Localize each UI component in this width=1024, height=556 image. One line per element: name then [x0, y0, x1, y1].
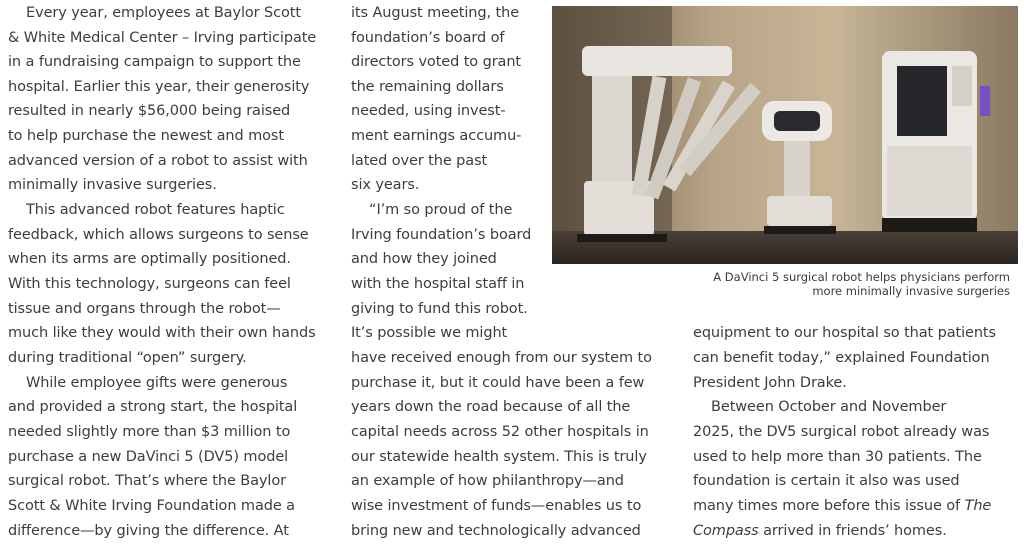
- paragraph-line: an example of how philanthropy—and: [351, 473, 624, 489]
- paragraph-text: arrived in friends’ homes.: [758, 523, 947, 539]
- paragraph-line: While employee gifts were generous: [8, 375, 288, 391]
- paragraph-line: and provided a strong start, the hospital: [8, 399, 298, 415]
- paragraph-line: purchase it, but it could have been a few: [351, 375, 645, 391]
- paragraph-line: its August meeting, the: [351, 5, 520, 21]
- paragraph-line: giving to fund this robot.: [351, 301, 528, 317]
- paragraph-line: six years.: [351, 177, 420, 193]
- photo-caption: [713, 270, 1010, 298]
- paragraph-line: President John Drake.: [693, 375, 847, 391]
- paragraph-line: minimally invasive surgeries.: [8, 177, 217, 193]
- paragraph-line: capital needs across 52 other hospitals in: [351, 424, 649, 440]
- paragraph-line: and how they joined: [351, 251, 497, 267]
- paragraph-line: have received enough from our system to: [351, 350, 652, 366]
- paragraph-line: directors voted to grant: [351, 54, 522, 70]
- paragraph-line: ment earnings accumu-: [351, 128, 522, 144]
- paragraph-line: Between October and November: [693, 399, 947, 415]
- paragraph-line: the remaining dollars: [351, 79, 504, 95]
- paragraph-line: Every year, employees at Baylor Scott: [8, 5, 301, 21]
- paragraph-line: lated over the past: [351, 153, 488, 169]
- paragraph-line: This advanced robot features haptic: [8, 202, 285, 218]
- paragraph-line: purchase a new DaVinci 5 (DV5) model: [8, 449, 289, 465]
- paragraph-line: With this technology, surgeons can feel: [8, 276, 291, 292]
- paragraph-line: in a fundraising campaign to support the: [8, 54, 301, 70]
- paragraph-line: resulted in nearly $56,000 being raised: [8, 103, 291, 119]
- paragraph-line: [693, 519, 947, 544]
- paragraph-line: & White Medical Center – Irving participate: [8, 30, 317, 46]
- caption-line: more minimally invasive surgeries: [812, 284, 1010, 298]
- paragraph-line: years down the road because of all the: [351, 399, 631, 415]
- caption-line: A DaVinci 5 surgical robot helps physicians perform: [713, 270, 1010, 284]
- paragraph-line: with the hospital staff in: [351, 276, 525, 292]
- davinci-robot-image: [552, 6, 1018, 264]
- paragraph-line: foundation’s board of: [351, 30, 505, 46]
- paragraph-line: 2025, the DV5 surgical robot already was: [693, 424, 990, 440]
- paragraph-line: advanced version of a robot to assist with: [8, 153, 308, 169]
- paragraph-line: much like they would with their own hands: [8, 325, 316, 341]
- paragraph-line: to help purchase the newest and most: [8, 128, 284, 144]
- paragraph-text: many times more before this issue of: [693, 498, 965, 514]
- paragraph-line: hospital. Earlier this year, their generosity: [8, 79, 310, 95]
- paragraph-line: can benefit today,” explained Foundation: [693, 350, 990, 366]
- magazine-title: The: [964, 498, 992, 514]
- paragraph-line: needed, using invest-: [351, 103, 506, 119]
- paragraph-line: bring new and technologically advanced: [351, 523, 641, 539]
- paragraph-line: surgical robot. That’s where the Baylor: [8, 473, 286, 489]
- magazine-title: Compass: [693, 523, 759, 539]
- paragraph-line: our statewide health system. This is truly: [351, 449, 647, 465]
- paragraph-line: It’s possible we might: [351, 325, 508, 341]
- paragraph-line: tissue and organs through the robot—: [8, 301, 281, 317]
- paragraph-line: [693, 494, 991, 519]
- paragraph-line: Scott & White Irving Foundation made a: [8, 498, 295, 514]
- paragraph-line: Irving foundation’s board: [351, 227, 532, 243]
- paragraph-line: foundation is certain it also was used: [693, 473, 960, 489]
- paragraph-line: wise investment of funds—enables us to: [351, 498, 642, 514]
- paragraph-line: equipment to our hospital so that patients: [693, 325, 996, 341]
- paragraph-line: “I’m so proud of the: [351, 202, 513, 218]
- robot-photo: [552, 6, 1018, 264]
- paragraph-line: feedback, which allows surgeons to sense: [8, 227, 309, 243]
- paragraph-line: needed slightly more than $3 million to: [8, 424, 291, 440]
- paragraph-line: during traditional “open” surgery.: [8, 350, 247, 366]
- paragraph-line: when its arms are optimally positioned.: [8, 251, 291, 267]
- paragraph-line: used to help more than 30 patients. The: [693, 449, 982, 465]
- paragraph-line: difference—by giving the difference. At: [8, 523, 289, 539]
